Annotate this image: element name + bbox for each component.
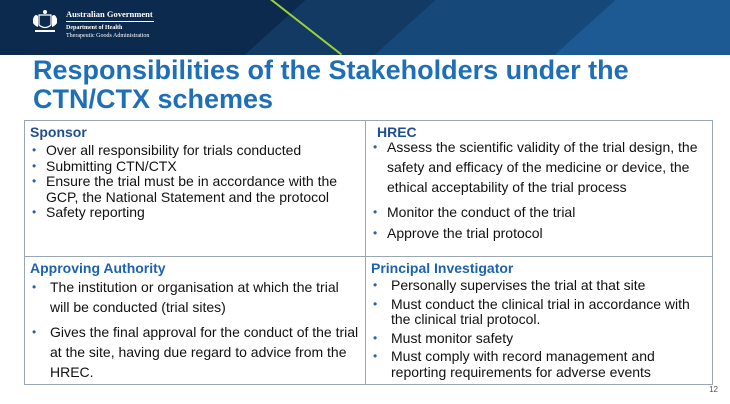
list-item: • Ensure the trial must be in accordance with the GCP, the National Statement and the protocol	[30, 174, 361, 205]
hrec-cell	[366, 121, 713, 257]
header-banner	[0, 0, 730, 55]
department-name: Department of Health	[66, 25, 123, 31]
list-item: • Monitor the conduct of the trial	[371, 202, 708, 222]
list-item: • Gives the final approval for the conduct of the trial at the site, having due regard to advice from the HREC.	[30, 322, 361, 382]
approving-authority-cell	[25, 257, 366, 385]
approving-authority-list	[30, 277, 361, 382]
slide-title: Responsibilities of the Stakeholders under the CTN/CTX schemes	[33, 55, 629, 114]
list-item: • Approve the trial protocol	[371, 223, 708, 243]
list-item: • Submitting CTN/CTX	[30, 159, 361, 175]
principal-investigator-cell	[366, 257, 713, 385]
sponsor-list	[30, 143, 361, 221]
principal-investigator-list	[371, 278, 708, 380]
hrec-list	[371, 137, 708, 243]
agency-name: Therapeutic Goods Administration	[66, 33, 150, 39]
list-item: • Must comply with record management and reporting requirements for adverse events	[371, 349, 708, 380]
list-item: • Safety reporting	[30, 205, 361, 221]
sponsor-heading: Sponsor	[30, 124, 87, 140]
coat-of-arms-icon	[30, 9, 60, 35]
principal-investigator-heading: Principal Investigator	[371, 260, 514, 276]
government-wordmark	[66, 9, 154, 40]
list-item: • Over all responsibility for trials conducted	[30, 143, 361, 159]
page-number: 12	[709, 385, 718, 394]
stakeholder-table	[24, 120, 713, 385]
gov-line: Australian Government	[66, 9, 153, 19]
list-item: • Must monitor safety	[371, 331, 708, 347]
list-item: • Assess the scientific validity of the trial design, the safety and efficacy of the medicine or device, the ethical acceptability of the trial process	[371, 137, 708, 197]
wordmark-rule	[66, 21, 154, 22]
hrec-heading: HREC	[377, 124, 417, 140]
list-item: • The institution or organisation at which the trial will be conducted (trial sites)	[30, 277, 361, 317]
list-item: • Personally supervises the trial at that site	[371, 278, 708, 294]
list-item: • Must conduct the clinical trial in accordance with the clinical trial protocol.	[371, 297, 708, 328]
approving-authority-heading: Approving Authority	[30, 260, 166, 276]
sponsor-cell	[25, 121, 366, 257]
